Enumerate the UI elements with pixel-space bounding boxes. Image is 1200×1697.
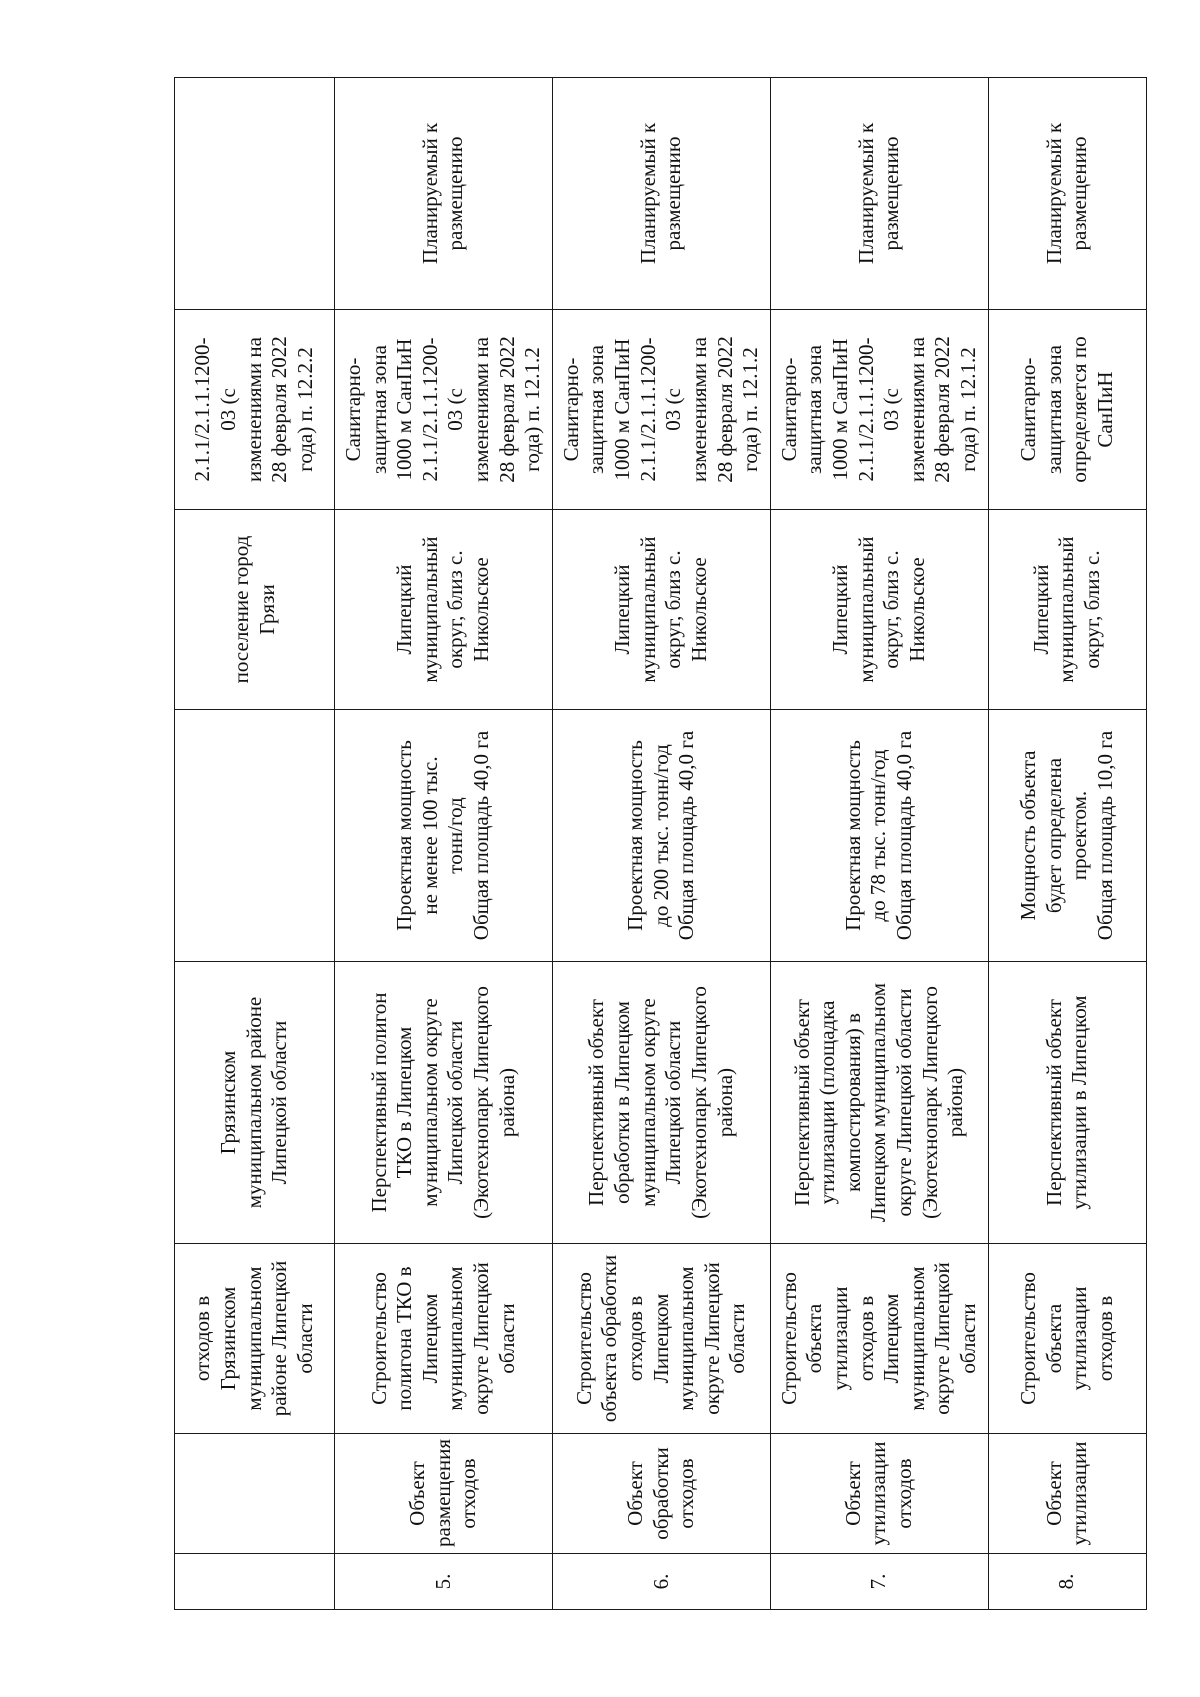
text-line: Планируемый к bbox=[417, 122, 442, 265]
text-line: определяется по bbox=[1067, 336, 1092, 483]
text-line: защитная зона bbox=[1041, 345, 1066, 474]
cell-number bbox=[770, 1554, 988, 1610]
text-line: Перспективный объект bbox=[584, 999, 609, 1206]
text-line: размещения bbox=[430, 1438, 455, 1547]
text-line: отходов в bbox=[622, 1295, 647, 1382]
text-line: Липецкой области bbox=[443, 1020, 468, 1185]
text-line: округ, близ с. bbox=[443, 550, 468, 669]
text-line: полигона ТКО в bbox=[392, 1266, 417, 1411]
text-line: района) bbox=[943, 1067, 968, 1138]
text-line: защитная зона bbox=[802, 345, 827, 474]
text-line: Перспективный объект bbox=[789, 999, 814, 1206]
text-line: 2.1.1/2.1.1.1200- bbox=[853, 337, 878, 482]
text-line: утилизации bbox=[827, 1286, 852, 1391]
cell-object bbox=[552, 962, 770, 1244]
text-line: будет определена bbox=[1041, 757, 1066, 914]
text-line: района) bbox=[494, 1067, 519, 1138]
waste-objects-table bbox=[174, 77, 1147, 1610]
text-line: ТКО в Липецком bbox=[392, 1026, 417, 1179]
text-line: области bbox=[956, 1303, 981, 1374]
table-row bbox=[335, 78, 553, 1610]
text-line: района) bbox=[712, 1067, 737, 1138]
cell-location bbox=[770, 510, 988, 710]
text-line: Проектная мощность bbox=[622, 740, 647, 931]
text-line: утилизации в Липецком bbox=[1067, 995, 1092, 1210]
text-line: муниципальном округе bbox=[417, 998, 442, 1207]
text-line: округ, близ с. bbox=[661, 550, 686, 669]
cell-capacity bbox=[175, 710, 335, 962]
text-line: муниципальный bbox=[853, 536, 878, 683]
text-line: (Экотехнопарк Липецкого bbox=[469, 986, 494, 1219]
text-line: утилизации bbox=[1067, 1441, 1092, 1546]
text-line: объекта bbox=[1041, 1303, 1066, 1374]
rotated-table-frame bbox=[174, 78, 1117, 1610]
text-line: Планируемый к bbox=[853, 122, 878, 265]
text-line: отходов в bbox=[1092, 1295, 1117, 1382]
text-line: 28 февраля 2022 bbox=[494, 336, 519, 483]
text-line: Строительство bbox=[776, 1272, 801, 1405]
text-line: защитная зона bbox=[584, 345, 609, 474]
text-line: 2.1.1/2.1.1.1200- bbox=[635, 337, 660, 482]
text-line: утилизации bbox=[866, 1441, 891, 1546]
text-line: Общая площадь 40,0 га bbox=[674, 730, 699, 941]
text-line: (Экотехнопарк Липецкого bbox=[917, 986, 942, 1219]
cell-number bbox=[175, 1554, 335, 1610]
text-line: Объект bbox=[840, 1461, 865, 1526]
text-line: 03 (с bbox=[661, 388, 686, 431]
cell-sanitary-zone bbox=[175, 310, 335, 510]
text-line: муниципальном bbox=[904, 1266, 929, 1411]
cell-object-type bbox=[175, 1434, 335, 1554]
row-number: 6. bbox=[648, 1573, 673, 1590]
text-line: Санитарно- bbox=[1015, 357, 1040, 462]
text-line: Липецкой области bbox=[661, 1020, 686, 1185]
text-line: области bbox=[725, 1303, 750, 1374]
text-line: изменениями на bbox=[904, 337, 929, 482]
text-line: Никольское bbox=[904, 557, 929, 662]
text-line: объекта bbox=[802, 1303, 827, 1374]
text-line: изменениями на bbox=[469, 337, 494, 482]
cell-sanitary-zone bbox=[552, 310, 770, 510]
text-line: отходов bbox=[674, 1458, 699, 1529]
row-number: 8. bbox=[1054, 1573, 1079, 1590]
text-line: Липецком bbox=[648, 1293, 673, 1384]
text-line: года) п. 12.1.2 bbox=[956, 347, 981, 472]
text-line: муниципальный bbox=[635, 536, 660, 683]
cell-capacity bbox=[552, 710, 770, 962]
cell-measure bbox=[175, 1244, 335, 1434]
text-line: Перспективный полигон bbox=[366, 992, 391, 1213]
cell-object bbox=[175, 962, 335, 1244]
cell-measure bbox=[335, 1244, 553, 1434]
text-line: муниципальном округе bbox=[635, 998, 660, 1207]
text-line: Общая площадь 10,0 га bbox=[1092, 730, 1117, 941]
text-line: муниципальном bbox=[443, 1266, 468, 1411]
text-line: Санитарно- bbox=[776, 357, 801, 462]
text-line: 28 февраля 2022 bbox=[930, 336, 955, 483]
cell-number bbox=[552, 1554, 770, 1610]
text-line: 03 (с bbox=[879, 388, 904, 431]
text-line: не менее 100 тыс. bbox=[417, 756, 442, 915]
cell-sanitary-zone bbox=[988, 310, 1146, 510]
cell-status bbox=[335, 78, 553, 310]
text-line: утилизации bbox=[1067, 1286, 1092, 1391]
text-line: 1000 м СанПиН bbox=[610, 338, 635, 481]
text-line: изменениями на bbox=[241, 337, 266, 482]
cell-object-type bbox=[552, 1434, 770, 1554]
text-line: Строительство bbox=[571, 1272, 596, 1405]
cell-sanitary-zone bbox=[335, 310, 553, 510]
row-number: 5. bbox=[430, 1573, 455, 1590]
text-line: муниципальном районе bbox=[241, 996, 266, 1209]
text-line: размещению bbox=[879, 136, 904, 251]
cell-object-type bbox=[770, 1434, 988, 1554]
text-line: муниципальном bbox=[674, 1266, 699, 1411]
text-line: Перспективный объект bbox=[1041, 999, 1066, 1206]
text-line: до 78 тыс. тонн/год bbox=[866, 749, 891, 922]
text-line: 03 (с bbox=[443, 388, 468, 431]
text-line: Грязинском bbox=[216, 1286, 241, 1391]
text-line: области bbox=[494, 1303, 519, 1374]
text-line: Липецком муниципальном bbox=[866, 982, 891, 1223]
text-line: 2.1.1/2.1.1.1200- bbox=[190, 337, 215, 482]
text-line: округе Липецкой области bbox=[891, 988, 916, 1217]
text-line: Грязи bbox=[254, 584, 279, 635]
cell-object-type bbox=[988, 1434, 1146, 1554]
cell-sanitary-zone bbox=[770, 310, 988, 510]
text-line: Проектная мощность bbox=[392, 740, 417, 931]
text-line: объекта обработки bbox=[597, 1254, 622, 1423]
text-line: Санитарно- bbox=[558, 357, 583, 462]
text-line: проектом. bbox=[1067, 790, 1092, 881]
text-line: области bbox=[292, 1303, 317, 1374]
text-line: Липецкий bbox=[827, 564, 852, 655]
text-line: районе Липецкой bbox=[267, 1260, 292, 1417]
text-line: защитная зона bbox=[366, 345, 391, 474]
text-line: размещению bbox=[1067, 136, 1092, 251]
cell-object bbox=[988, 962, 1146, 1244]
cell-number bbox=[335, 1554, 553, 1610]
text-line: тонн/год bbox=[443, 797, 468, 874]
cell-object bbox=[770, 962, 988, 1244]
text-line: отходов bbox=[456, 1458, 481, 1529]
text-line: Липецком bbox=[879, 1293, 904, 1384]
text-line: Липецкий bbox=[392, 564, 417, 655]
text-line: округе Липецкой bbox=[469, 1262, 494, 1415]
text-line: Липецкой области bbox=[267, 1020, 292, 1185]
text-line: округе Липецкой bbox=[699, 1262, 724, 1415]
text-line: Объект bbox=[1041, 1461, 1066, 1526]
text-line: Объект bbox=[405, 1461, 430, 1526]
text-line: СанПиН bbox=[1092, 371, 1117, 448]
cell-location bbox=[175, 510, 335, 710]
row-number: 7. bbox=[866, 1573, 891, 1590]
text-line: Никольское bbox=[469, 557, 494, 662]
text-line: отходов bbox=[891, 1458, 916, 1529]
text-line: года) п. 12.1.2 bbox=[520, 347, 545, 472]
table-row bbox=[770, 78, 988, 1610]
text-line: 1000 м СанПиН bbox=[827, 338, 852, 481]
cell-capacity bbox=[988, 710, 1146, 962]
cell-object-type bbox=[335, 1434, 553, 1554]
text-line: размещению bbox=[661, 136, 686, 251]
cell-location bbox=[988, 510, 1146, 710]
text-line: Никольское bbox=[686, 557, 711, 662]
text-line: муниципальный bbox=[417, 536, 442, 683]
text-line: Планируемый к bbox=[635, 122, 660, 265]
text-line: 1000 м СанПиН bbox=[392, 338, 417, 481]
cell-capacity bbox=[770, 710, 988, 962]
cell-measure bbox=[988, 1244, 1146, 1434]
text-line: Липецком bbox=[417, 1293, 442, 1384]
text-line: Общая площадь 40,0 га bbox=[469, 730, 494, 941]
text-line: Планируемый к bbox=[1041, 122, 1066, 265]
cell-measure bbox=[552, 1244, 770, 1434]
text-line: Липецкий bbox=[1028, 564, 1053, 655]
text-line: утилизации (площадка bbox=[815, 1000, 840, 1205]
text-line: Строительство bbox=[366, 1272, 391, 1405]
table-row bbox=[988, 78, 1146, 1610]
text-line: обработки в Липецком bbox=[610, 1001, 635, 1204]
cell-status bbox=[988, 78, 1146, 310]
table-row bbox=[552, 78, 770, 1610]
text-line: отходов в bbox=[190, 1295, 215, 1382]
text-line: года) п. 12.1.2 bbox=[738, 347, 763, 472]
text-line: 28 февраля 2022 bbox=[712, 336, 737, 483]
text-line: года) п. 12.2.2 bbox=[292, 347, 317, 472]
text-line: компостирования) в bbox=[840, 1013, 865, 1192]
text-line: округ, близ с. bbox=[879, 550, 904, 669]
text-line: муниципальный bbox=[1054, 536, 1079, 683]
text-line: (Экотехнопарк Липецкого bbox=[686, 986, 711, 1219]
text-line: Объект bbox=[622, 1461, 647, 1526]
cell-status bbox=[552, 78, 770, 310]
text-line: Мощность объекта bbox=[1015, 750, 1040, 921]
cell-number bbox=[988, 1554, 1146, 1610]
text-line: 03 (с bbox=[216, 388, 241, 431]
text-line: изменениями на bbox=[686, 337, 711, 482]
text-line: поселение город bbox=[228, 535, 253, 684]
text-line: Грязинском bbox=[216, 1050, 241, 1155]
table-row bbox=[175, 78, 335, 1610]
text-line: Проектная мощность bbox=[840, 740, 865, 931]
cell-status bbox=[770, 78, 988, 310]
cell-location bbox=[335, 510, 553, 710]
text-line: обработки bbox=[648, 1447, 673, 1540]
text-line: Липецкий bbox=[610, 564, 635, 655]
text-line: до 200 тыс. тонн/год bbox=[648, 744, 673, 927]
text-line: 2.1.1/2.1.1.1200- bbox=[417, 337, 442, 482]
text-line: 28 февраля 2022 bbox=[267, 336, 292, 483]
text-line: Общая площадь 40,0 га bbox=[891, 730, 916, 941]
text-line: Санитарно- bbox=[341, 357, 365, 462]
cell-measure bbox=[770, 1244, 988, 1434]
text-line: отходов в bbox=[853, 1295, 878, 1382]
cell-location bbox=[552, 510, 770, 710]
text-line: муниципальном bbox=[241, 1266, 266, 1411]
cell-status bbox=[175, 78, 335, 310]
cell-object bbox=[335, 962, 553, 1244]
text-line: округ, близ с. bbox=[1079, 550, 1104, 669]
text-line: Строительство bbox=[1015, 1272, 1040, 1405]
text-line: размещению bbox=[443, 136, 468, 251]
text-line: округе Липецкой bbox=[930, 1262, 955, 1415]
cell-capacity bbox=[335, 710, 553, 962]
table-body bbox=[175, 78, 1147, 1610]
